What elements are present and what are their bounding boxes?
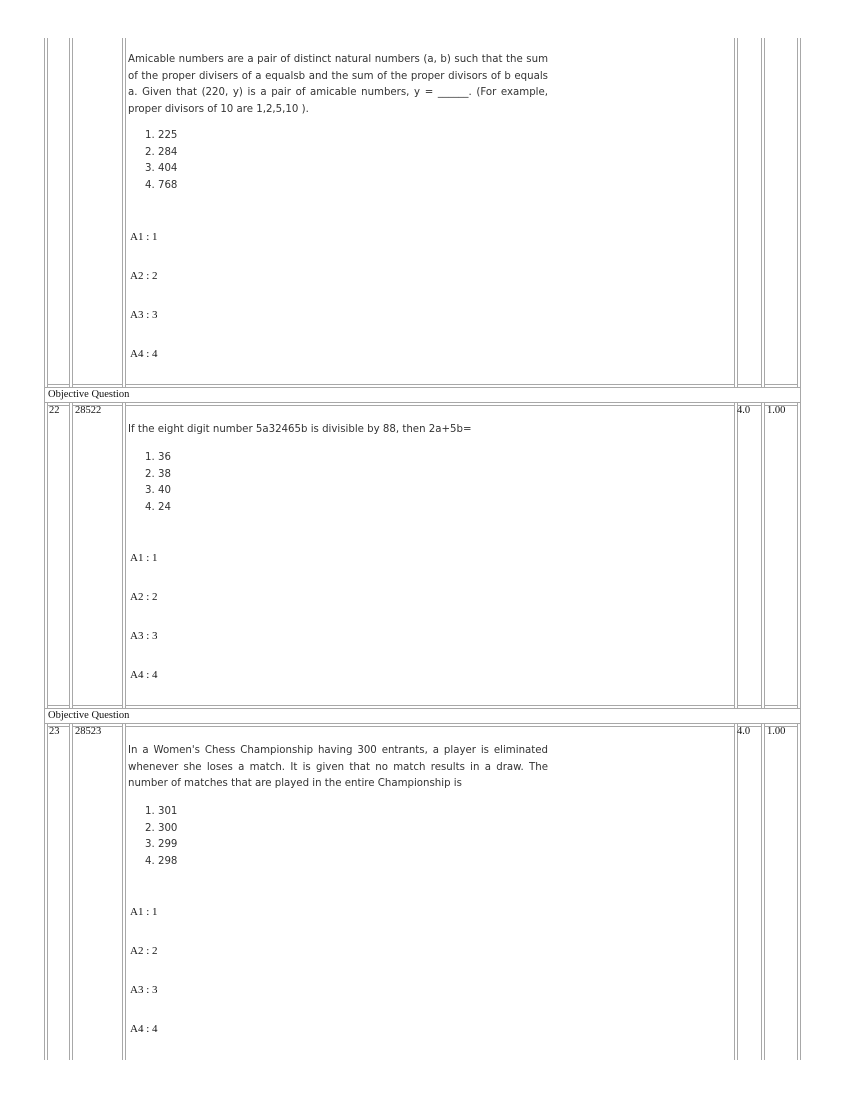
negative-marks: 1.00: [767, 726, 786, 737]
question-type-label: Objective Question: [48, 389, 130, 400]
answer-label: A2 : 2: [130, 945, 158, 957]
question-text: In a Women's Chess Championship having 300 entrants, a player is eliminated whenever she loses a match. It is given that no match results in a draw. The number of matches that are played in the entire Championship is: [128, 745, 548, 790]
question-text: Amicable numbers are a pair of distinct natural numbers (a, b) such that the sum of the proper divisers of a equalsb and the sum of the proper divisors of b equals a. Given that (220, y) is a pair of amicable numbers, y = ______. (For example, proper divisors of 10 are 1,2,5,10 ).: [128, 54, 548, 115]
negative-marks: 1.00: [767, 405, 786, 416]
option: 4. 768: [145, 179, 178, 191]
question-type-label: Objective Question: [48, 710, 130, 721]
option: 2. 38: [145, 468, 171, 480]
option: 2. 300: [145, 822, 178, 834]
answer-label: A3 : 3: [130, 984, 158, 996]
option: 1. 301: [145, 806, 178, 817]
options-list: [128, 804, 177, 870]
answer-label: A2 : 2: [130, 270, 158, 282]
answer-label: A4 : 4: [130, 348, 158, 360]
question-marks: 4.0: [737, 405, 751, 416]
option: 4. 298: [145, 855, 178, 867]
option: 1. 225: [145, 130, 178, 141]
question-marks: 4.0: [737, 726, 751, 737]
options-list: [128, 128, 177, 194]
option: 2. 284: [145, 146, 178, 158]
option: 3. 40: [145, 485, 171, 497]
options-list: [128, 450, 171, 516]
answer-label: A1 : 1: [130, 231, 158, 243]
answer-label: A1 : 1: [130, 906, 158, 918]
answer-label: A4 : 4: [130, 1023, 158, 1035]
answer-label: A1 : 1: [130, 552, 158, 564]
answer-label: A4 : 4: [130, 669, 158, 681]
question-id: 28523: [75, 726, 102, 737]
answer-label: A3 : 3: [130, 309, 158, 321]
option: 3. 299: [145, 839, 178, 851]
question-number: 22: [49, 405, 60, 416]
question-text: If the eight digit number 5a32465b is divisible by 88, then 2a+5b=: [128, 424, 472, 435]
answer-label: A2 : 2: [130, 591, 158, 603]
option: 3. 404: [145, 163, 178, 175]
option: 4. 24: [145, 501, 171, 513]
option: 1. 36: [145, 452, 171, 463]
question-number: 23: [49, 726, 60, 737]
question-id: 28522: [75, 405, 102, 416]
answer-label: A3 : 3: [130, 630, 158, 642]
